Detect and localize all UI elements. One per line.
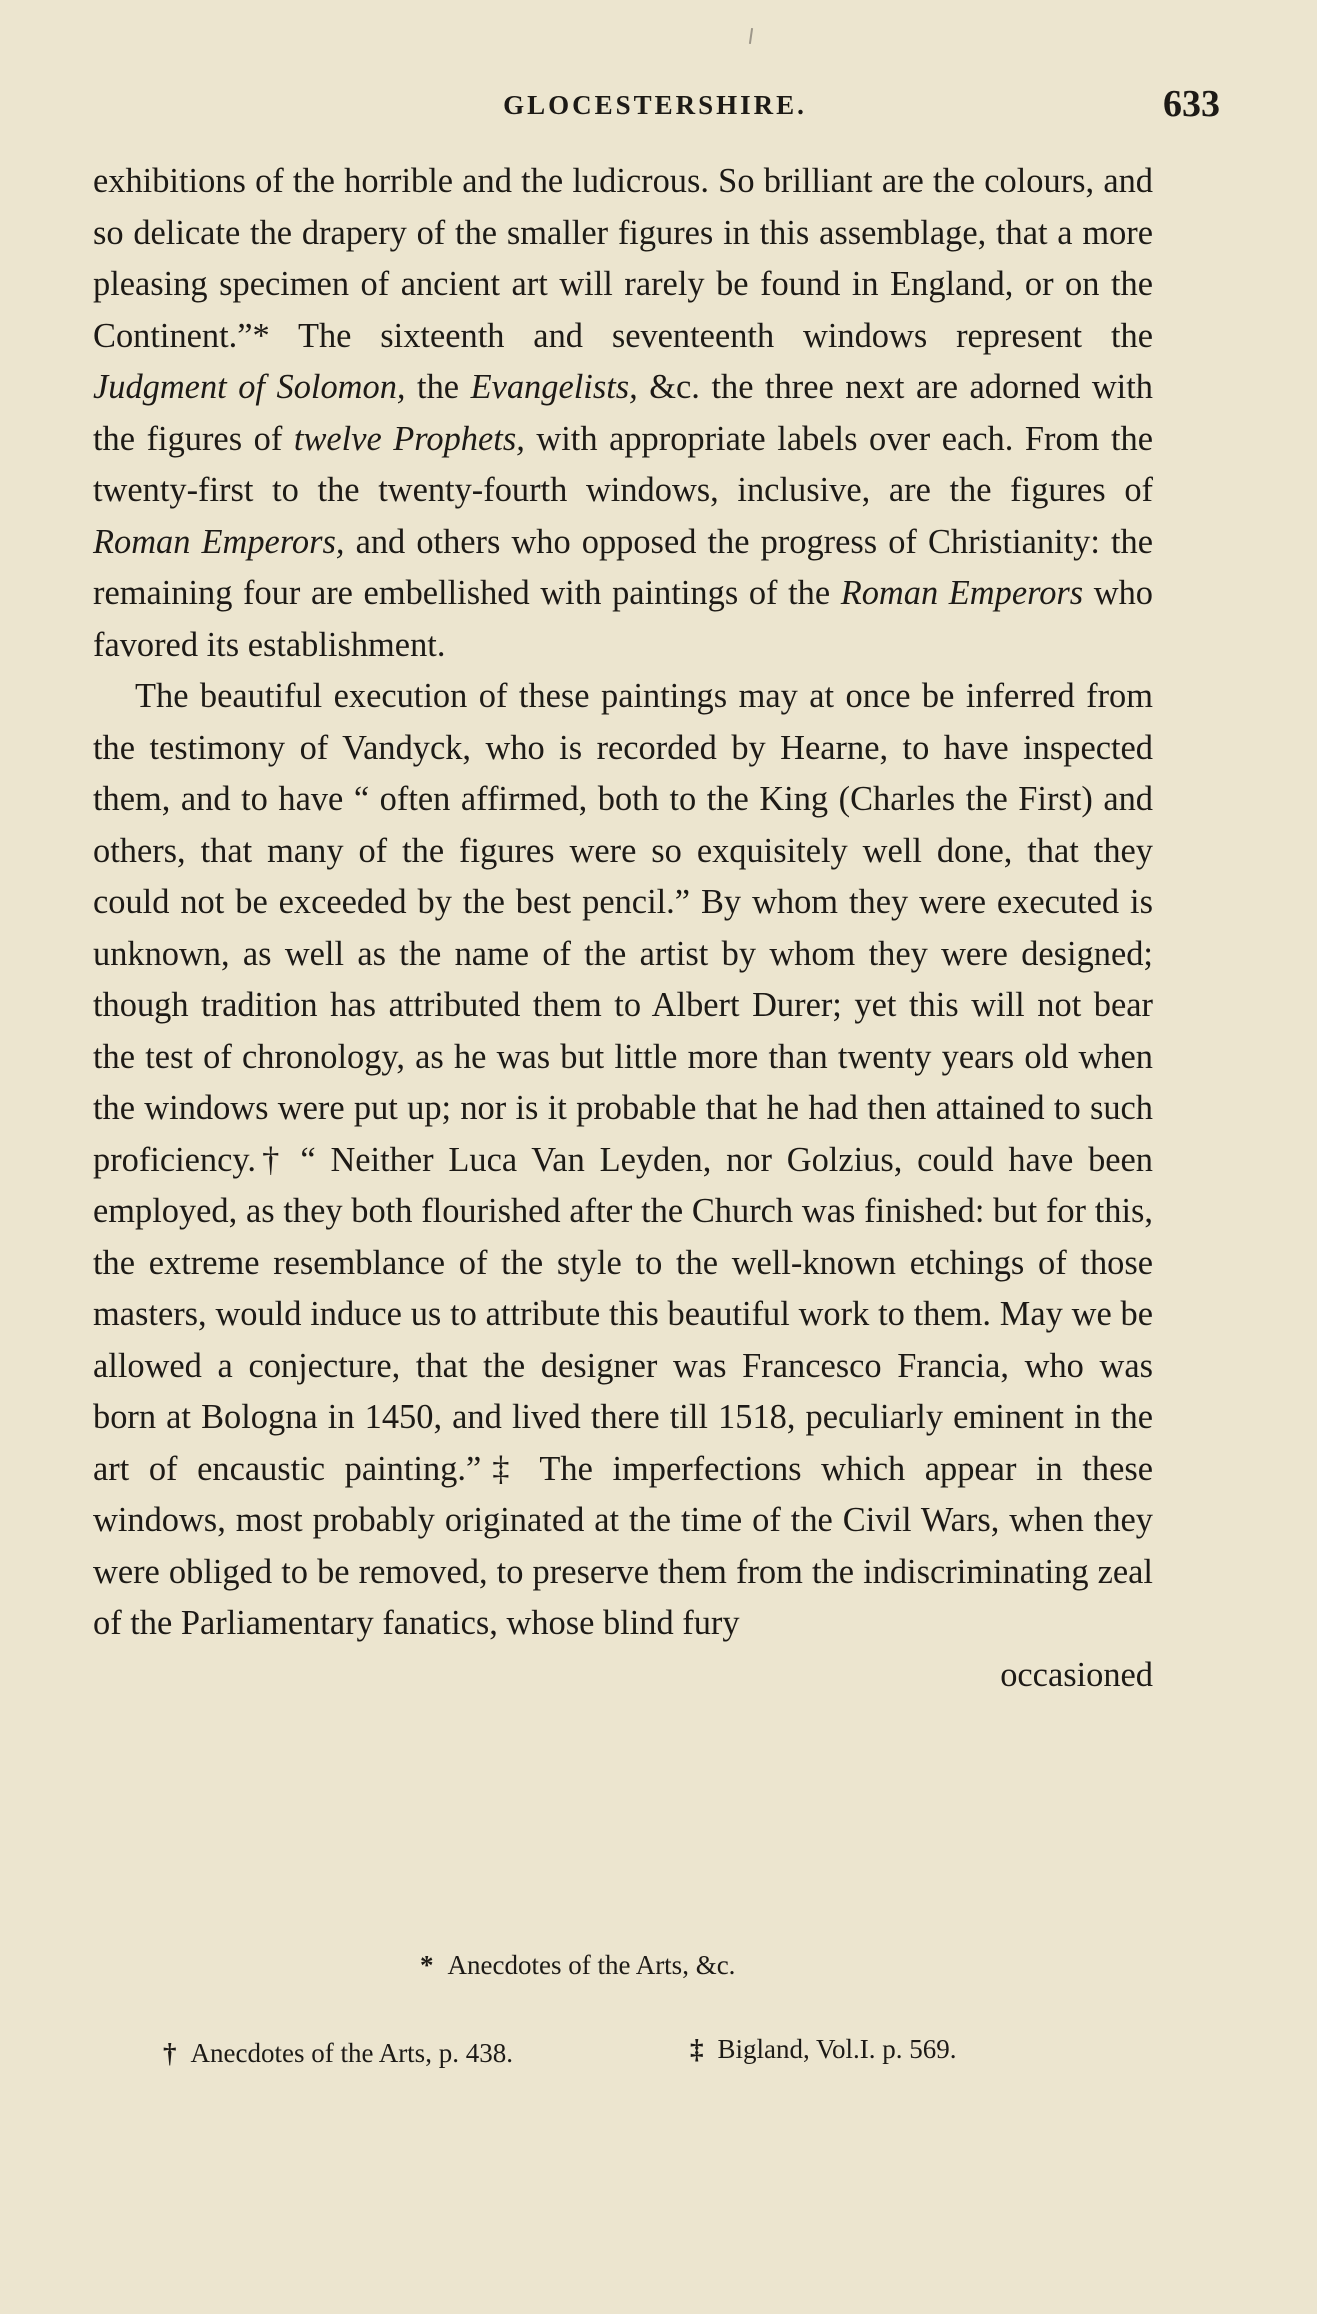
page-number: 633: [1163, 83, 1220, 125]
footnote-text: Anecdotes of the Arts, &c.: [447, 1950, 736, 1980]
italic-run: Roman Emperors: [840, 574, 1084, 612]
paragraph-1: [93, 156, 1153, 671]
footnote-text: Bigland, Vol.I. p. 569.: [717, 2034, 957, 2064]
text-run: who favored its establishment.: [93, 574, 1154, 664]
text-run: the: [405, 368, 471, 406]
footnote-text: Anecdotes of the Arts, p. 438.: [190, 2038, 513, 2068]
footnote-2: [163, 2038, 513, 2069]
footnote-1: [420, 1950, 735, 1981]
footnote-mark: ‡: [690, 2034, 704, 2064]
running-title: GLOCESTERSHIRE.: [503, 90, 807, 120]
catchword: occasioned: [1000, 1655, 1153, 1694]
text-run: with appropriate labels over each. From the twenty-first to the twenty-fourth windows, inclusive, are the figures of: [93, 419, 1153, 509]
italic-run: Evangelists,: [470, 368, 638, 406]
text-run: exhibitions of the horrible and the ludicrous. So brilliant are the colours, and so delicate the drapery of the smaller figures in this assemblage, that a more pleasing specimen of ancient art will rarely be found in England, or on the Continent.”* The sixteenth and seventeenth windows represent the: [93, 162, 1153, 355]
footnote-mark: †: [163, 2038, 177, 2068]
italic-run: Judgment of Solomon,: [93, 368, 406, 406]
running-head: [90, 82, 1220, 132]
paragraph-2: The beautiful execution of these paintings may at once be inferred from the testimony of Vandyck, who is recorded by Hearne, to have inspected them, and to have “ often affirmed, both to the King (Charles the First) and others, that many of the figures were so exquisitely well done, that they could not be exceeded by the best pencil.” By whom they were executed is unknown, as well as the name of the artist by whom they were designed; though tradition has attributed them to Albert Durer; yet this will not bear the test of chronology, as he was but little more than twenty years old when the windows were put up; nor is it probable that he had then attained to such proficiency.† “ Neither Luca Van Leyden, nor Golzius, could have been employed, as they both flourished after the Church was finished: but for this, the extreme resemblance of the style to the well-known etchings of those masters, would induce us to attribute this beautiful work to them. May we be allowed a conjecture, that the designer was Francesco Francia, who was born at Bologna in 1450, and lived there till 1518, peculiarly eminent in the art of encaustic painting.”‡ The imperfections which appear in these windows, most probably originated at the time of the Civil Wars, when they were obliged to be removed, to preserve them from the indiscriminating zeal of the Parliamentary fanatics, whose blind fury: [93, 677, 1153, 1642]
body-text: [93, 156, 1153, 1701]
text-run: &c. the three next are adorned with the figures of: [93, 368, 1153, 458]
italic-run: Roman Emperors,: [93, 522, 345, 561]
italic-run: twelve Prophets,: [293, 419, 525, 458]
footnote-mark: *: [420, 1950, 434, 1980]
stray-mark: [749, 28, 753, 44]
text-run: and others who opposed the progress of Christianity: the remaining four are embellished with paintings of the: [93, 522, 1153, 612]
footnote-3: [690, 2034, 957, 2065]
